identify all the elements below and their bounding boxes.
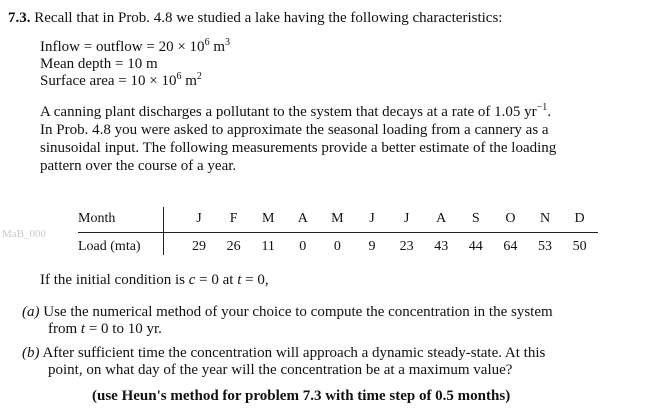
heun-note: (use Heun's method for problem 7.3 with time step of 0.5 months) [92, 388, 511, 404]
depth-line [40, 56, 158, 73]
decay-exp: −1 [536, 102, 548, 113]
area-line [40, 73, 202, 90]
load-cell: 11 [261, 239, 275, 254]
month-cell: M [331, 211, 344, 226]
month-cell: N [539, 211, 551, 226]
part-b-text-1: After sufficient time the concentration will approach a dynamic steady-state. At this [42, 345, 546, 361]
inflow-eq: = [83, 39, 93, 55]
part-a-line-1 [22, 304, 553, 321]
problem-number: 7.3. [8, 10, 31, 26]
problem-heading [8, 10, 502, 27]
month-cell: O [505, 211, 516, 226]
paragraph-line-2: In Prob. 4.8 you were asked to approximate the seasonal loading from a cannery as a [40, 122, 549, 138]
inflow-unit: m [213, 39, 225, 55]
area-unit: m [185, 73, 197, 89]
month-cell: J [196, 211, 202, 226]
part-b-line-1 [22, 345, 545, 362]
load-cell: 23 [399, 239, 414, 254]
part-b-line-2: point, on what day of the year will the concentration be at a maximum value? [48, 362, 513, 378]
bleed-text: MaB_000 [2, 228, 46, 240]
month-cell: M [261, 211, 275, 226]
part-a-line-2 [48, 321, 162, 338]
part-a-t: t [80, 321, 86, 337]
load-cell: 0 [333, 239, 341, 254]
initial-t: t [237, 272, 242, 288]
paragraph-line-1 [40, 104, 551, 121]
inflow-unit-exp: 3 [224, 37, 230, 48]
paragraph-line-4: pattern over the course of a year. [40, 158, 237, 174]
part-a-text-1: Use the numerical method of your choice to compute the concentration in the system [43, 304, 553, 320]
paragraph-line-3: sinusoidal input. The following measurements provide a better estimate of the loading [40, 140, 557, 156]
outflow-label: outflow [95, 39, 143, 55]
month-cell: A [436, 211, 447, 226]
initial-condition [40, 272, 269, 289]
depth-label: Mean depth [40, 56, 112, 72]
load-cell: 26 [226, 239, 241, 254]
month-cell: F [229, 211, 238, 226]
load-cell: 43 [434, 239, 449, 254]
area-value: = 10 × 10 [118, 73, 177, 89]
area-label: Surface area [40, 73, 115, 89]
inflow-exp: 6 [204, 37, 210, 48]
load-cell: 9 [368, 239, 376, 254]
inflow-value: = 20 × 10 [146, 39, 205, 55]
initial-text-2: = 0 at [195, 272, 238, 288]
paragraph-period: . [547, 104, 552, 120]
inflow-label: Inflow [40, 39, 80, 55]
loading-table [78, 208, 598, 258]
load-cell: 0 [299, 239, 307, 254]
part-b-label: (b) [22, 345, 40, 361]
initial-text-3: = 0, [241, 272, 269, 288]
load-cell: 44 [468, 239, 483, 254]
month-cell: J [369, 211, 375, 226]
initial-c: c [188, 272, 196, 288]
load-cell: 29 [192, 239, 206, 254]
month-cell: A [297, 211, 308, 226]
load-cell: 53 [538, 239, 552, 254]
month-cell: J [403, 211, 410, 226]
area-unit-exp: 2 [196, 71, 202, 82]
month-cell: D [574, 211, 585, 226]
load-header: Load (mta) [78, 239, 141, 254]
month-header: Month [78, 211, 116, 226]
part-a-label: (a) [22, 304, 40, 320]
part-a-text-2: = 0 to 10 yr. [85, 321, 162, 337]
inflow-line [40, 39, 230, 56]
month-cell: S [471, 211, 480, 226]
paragraph-text-1: A canning plant discharges a pollutant to the system that decays at a rate of 1.05 yr [40, 104, 537, 120]
load-cell: 64 [503, 239, 518, 254]
load-cell: 50 [572, 239, 587, 254]
depth-value: = 10 m [114, 56, 158, 72]
area-exp: 6 [176, 71, 182, 82]
part-a-from: from [48, 321, 81, 337]
problem-intro: Recall that in Prob. 4.8 we studied a lake having the following characteristics: [34, 10, 503, 26]
initial-text-1: If the initial condition is [40, 272, 189, 288]
